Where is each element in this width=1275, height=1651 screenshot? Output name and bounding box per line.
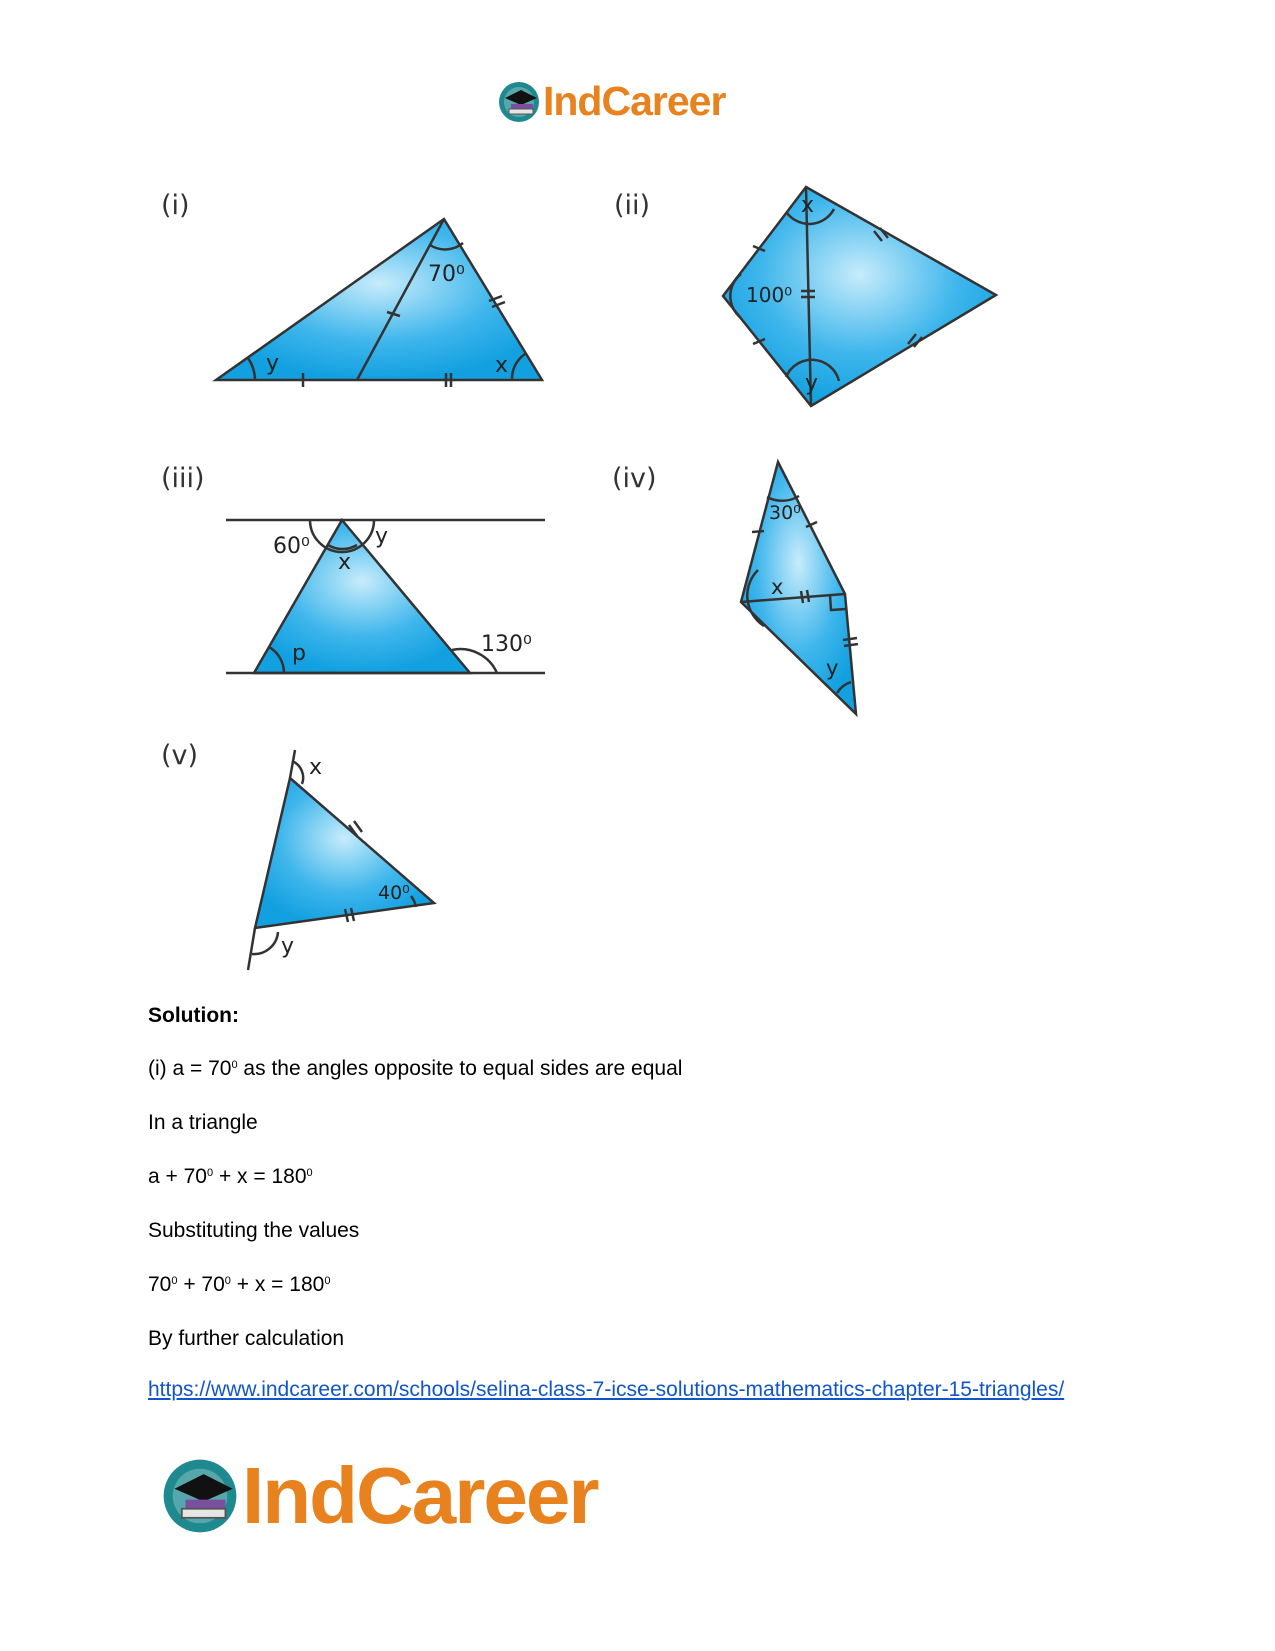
figure-iv: [741, 462, 858, 714]
fig1-angle-right: x: [495, 353, 509, 378]
solution-line-3: [148, 1165, 313, 1189]
fig5-angle-top: x: [309, 755, 323, 780]
solution-line-4: Substituting the values: [148, 1219, 360, 1242]
solution-line-1-pre: (i) a = 70: [148, 1057, 232, 1080]
figure-v: [248, 750, 434, 970]
fig2-angle-top: x: [801, 193, 815, 218]
solution-line-3-part-2: + x = 180: [213, 1165, 307, 1188]
solution-source-link[interactable]: https://www.indcareer.com/schools/selina-class-7-icse-solutions-mathematics-chapter-15-triangles/: [148, 1378, 1065, 1401]
solution-line-3-sup-1: 0: [206, 1167, 214, 1179]
fig2-angle-left: 100⁰: [746, 283, 793, 307]
fig3-angle-top-right: y: [375, 524, 389, 549]
solution-line-5-part-1: 70: [148, 1273, 172, 1296]
solution-line-5-sup-2: 0: [224, 1275, 231, 1287]
logo-text: IndCareer: [242, 1451, 598, 1540]
fig4-angle-bottom: y: [826, 656, 839, 680]
solution-line-6: By further calculation: [148, 1327, 345, 1350]
figure-label-i: (i): [161, 190, 190, 221]
fig5-angle-bottom: y: [281, 934, 295, 959]
solution-line-5-sup-3: 0: [324, 1275, 331, 1287]
solution-line-1: [148, 1057, 682, 1081]
figure-label-v: (v): [161, 740, 199, 771]
fig3-angle-bottom-left: p: [292, 641, 306, 666]
fig1-angle-left: y: [266, 351, 280, 376]
figure-label-iii: (iii): [161, 463, 205, 494]
solution-line-5-part-3: + x = 180: [230, 1273, 325, 1296]
solution-line-2: In a triangle: [148, 1111, 258, 1134]
figure-label-ii: (ii): [614, 190, 651, 221]
fig1-angle-apex: 70⁰: [428, 262, 465, 287]
solution-line-5: [148, 1273, 330, 1297]
solution-line-5-part-2: + 70: [177, 1273, 225, 1296]
logo-text: IndCareer: [543, 78, 726, 124]
graduation-cap-book-icon: [160, 1456, 240, 1536]
fig2-angle-bottom: y: [805, 371, 819, 396]
solution-heading: Solution:: [148, 1004, 239, 1027]
solution-line-1-sup: 0: [231, 1059, 238, 1071]
fig5-angle-right: 40⁰: [378, 882, 410, 904]
solution-line-3-sup-2: 0: [306, 1167, 313, 1179]
fig3-angle-bottom-right: 130⁰: [481, 632, 532, 657]
fig4-angle-left: x: [771, 575, 784, 599]
solution-line-3-part-1: a + 70: [148, 1165, 207, 1188]
fig3-angle-top-left: 60⁰: [273, 534, 310, 559]
solution-line-1-post: as the angles opposite to equal sides are equal: [237, 1057, 683, 1080]
fig4-angle-top: 30⁰: [769, 502, 801, 524]
solution-line-5-sup-1: 0: [171, 1275, 178, 1287]
fig3-angle-top-mid: x: [338, 550, 352, 575]
figure-i: [216, 219, 542, 387]
footer-logo: [160, 1450, 597, 1542]
figure-label-iv: (iv): [612, 463, 657, 494]
